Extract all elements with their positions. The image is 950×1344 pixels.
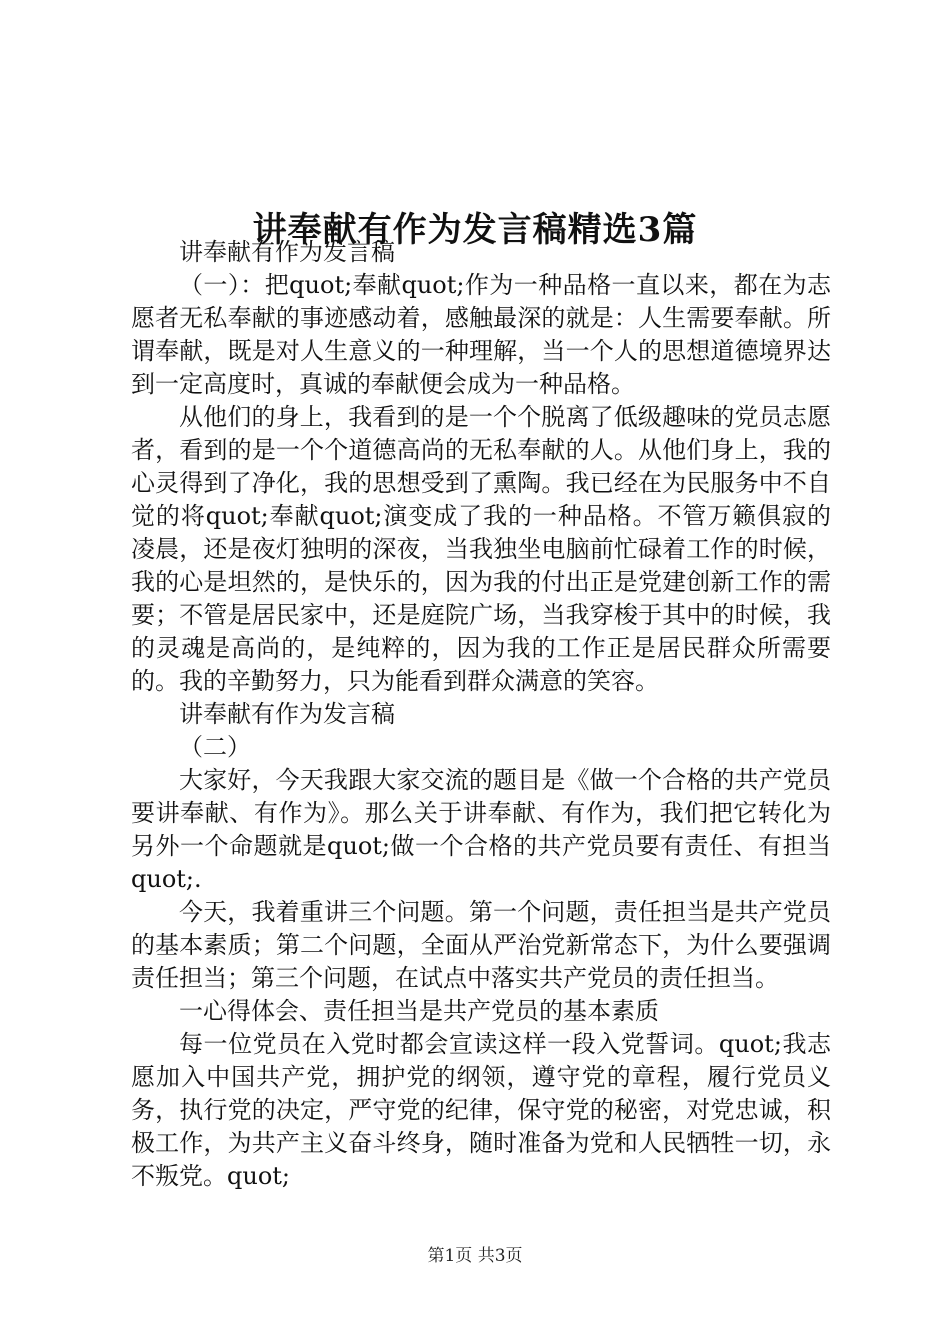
paragraph: 每一位党员在入党时都会宣读这样一段入党誓词。quot;我志愿加入中国共产党，拥护党的纲领，遵守党的章程，履行党员义务，执行党的决定，严守党的纪律，保守党的秘密，对党忠诚，积极工作，为共产主义奋斗终身，随时准备为党和人民牺牲一切，永不叛党。quot; <box>131 1030 831 1190</box>
section-heading-1: 讲奉献有作为发言稿 <box>179 238 395 266</box>
paragraph: 大家好，今天我跟大家交流的题目是《做一个合格的共产党员要讲奉献、有作为》。那么关于讲奉献、有作为，我们把它转化为另外一个命题就是quot;做一个合格的共产党员要有责任、有担当quot;. <box>131 766 831 893</box>
section-number: （二） <box>179 733 251 761</box>
paragraph: 今天，我着重讲三个问题。第一个问题，责任担当是共产党员的基本素质；第二个问题，全面从严治党新常态下，为什么要强调责任担当；第三个问题，在试点中落实共产党员的责任担当。 <box>131 898 831 992</box>
document-title: 讲奉献有作为发言稿精选3篇 <box>252 209 698 250</box>
paragraph: （一）：把quot;奉献quot;作为一种品格一直以来，都在为志愿者无私奉献的事迹感动着，感触最深的就是：人生需要奉献。所谓奉献，既是对人生意义的一种理解，当一个人的思想道德境界达到一定高度时，真诚的奉献便会成为一种品格。 <box>131 271 831 398</box>
section-heading-2: 讲奉献有作为发言稿 <box>179 700 395 728</box>
page-footer: 第1页 共3页 <box>427 1246 523 1266</box>
document-body <box>131 236 831 1193</box>
paragraph: 从他们的身上，我看到的是一个个脱离了低级趣味的党员志愿者，看到的是一个个道德高尚的无私奉献的人。从他们身上，我的心灵得到了净化，我的思想受到了熏陶。我已经在为民服务中不自觉的将quot;奉献quot;演变成了我的一种品格。不管万籁俱寂的凌晨，还是夜灯独明的深夜，当我独坐电脑前忙碌着工作的时候，我的心是坦然的，是快乐的，因为我的付出正是党建创新工作的需要；不管是居民家中，还是庭院广场，当我穿梭于其中的时候，我的灵魂是高尚的，是纯粹的，因为我的工作正是居民群众所需要的。我的辛勤努力，只为能看到群众满意的笑容。 <box>131 403 831 695</box>
subheading: 一心得体会、责任担当是共产党员的基本素质 <box>179 997 659 1025</box>
